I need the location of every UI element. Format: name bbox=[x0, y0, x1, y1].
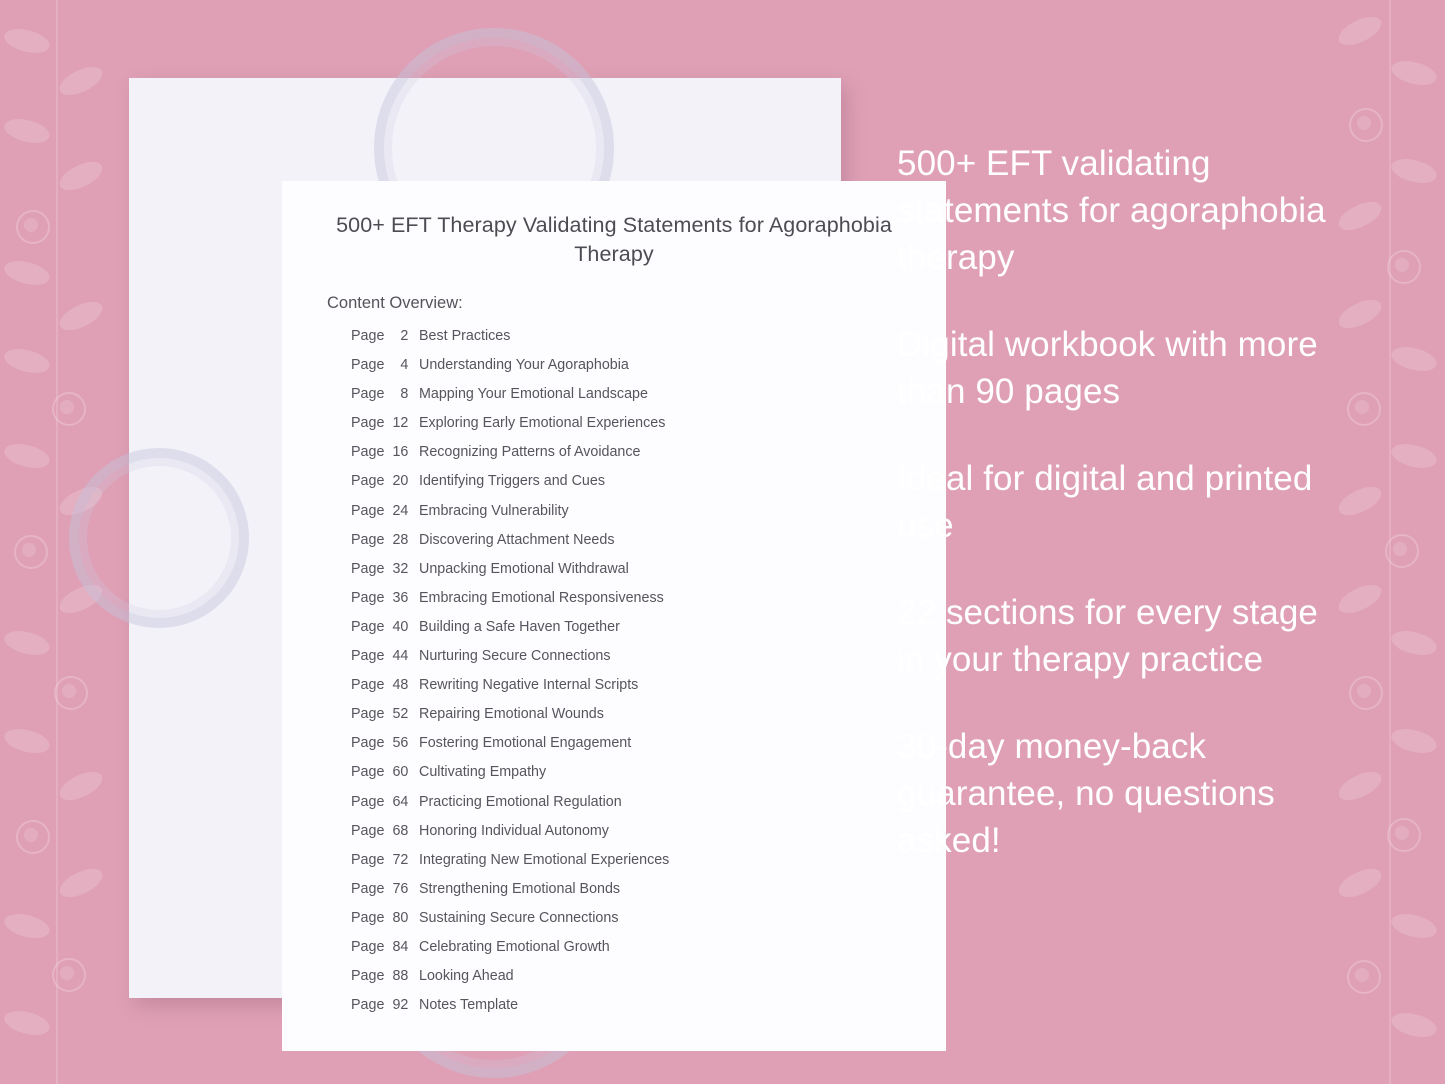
toc-page-word: Page bbox=[351, 502, 389, 519]
document-mockup bbox=[129, 78, 892, 1014]
toc-section-title: Identifying Triggers and Cues bbox=[419, 473, 605, 490]
marketing-bullet-list bbox=[897, 140, 1327, 864]
toc-section-title: Celebrating Emotional Growth bbox=[419, 938, 610, 955]
toc-section-title: Recognizing Patterns of Avoidance bbox=[419, 444, 641, 461]
toc-section-title: Practicing Emotional Regulation bbox=[419, 793, 622, 810]
toc-section-title: Discovering Attachment Needs bbox=[419, 531, 615, 548]
toc-row bbox=[351, 357, 911, 386]
toc-section-title: Best Practices bbox=[419, 328, 511, 344]
toc-page-word: Page bbox=[351, 531, 389, 548]
toc-page-number bbox=[351, 648, 413, 664]
toc-page-number bbox=[351, 852, 413, 868]
toc-page-value: 56 bbox=[392, 735, 409, 752]
toc-page-number bbox=[351, 473, 413, 489]
toc-page-number bbox=[351, 823, 413, 839]
toc-page-word: Page bbox=[351, 938, 389, 955]
leaf-icon bbox=[1389, 723, 1440, 759]
page-title: 500+ EFT Therapy Validating Statements for Agoraphobia Therapy bbox=[336, 213, 892, 266]
leaf-icon bbox=[1389, 908, 1440, 944]
toc-page-value: 28 bbox=[392, 531, 409, 548]
toc-page-word: Page bbox=[351, 851, 389, 868]
flower-icon bbox=[52, 958, 86, 992]
toc-page-word: Page bbox=[351, 560, 389, 577]
toc-page-number bbox=[351, 706, 413, 722]
toc-page-value: 80 bbox=[392, 909, 409, 926]
toc-section-title: Honoring Individual Autonomy bbox=[419, 822, 609, 839]
toc-page-word: Page bbox=[351, 386, 389, 403]
flower-icon bbox=[1347, 960, 1381, 994]
toc-page-word: Page bbox=[351, 357, 389, 374]
toc-page-value: 60 bbox=[392, 764, 409, 781]
toc-page-number bbox=[351, 881, 413, 897]
toc-page-word: Page bbox=[351, 793, 389, 810]
toc-section-title: Sustaining Secure Connections bbox=[419, 909, 619, 926]
leaf-icon bbox=[2, 908, 53, 944]
toc-page-number bbox=[351, 619, 413, 635]
flower-icon bbox=[14, 535, 48, 569]
toc-row bbox=[351, 561, 911, 590]
leaf-icon bbox=[1335, 483, 1386, 519]
leaf-icon bbox=[2, 23, 53, 59]
toc-page-number bbox=[351, 415, 413, 431]
toc-row bbox=[351, 677, 911, 706]
leaf-icon bbox=[56, 768, 107, 804]
marketing-bullet: Ideal for digital and printed use bbox=[897, 459, 1313, 545]
toc-page-number bbox=[351, 939, 413, 955]
leaf-icon bbox=[56, 158, 107, 194]
table-of-contents bbox=[351, 328, 911, 1026]
leaf-icon bbox=[56, 298, 107, 334]
leaf-icon bbox=[2, 1005, 53, 1041]
toc-section-title: Exploring Early Emotional Experiences bbox=[419, 415, 666, 432]
toc-page-number bbox=[351, 444, 413, 460]
leaf-icon bbox=[56, 63, 107, 99]
toc-page-word: Page bbox=[351, 968, 389, 985]
leaf-icon bbox=[2, 255, 53, 291]
toc-page-number bbox=[351, 503, 413, 519]
toc-row bbox=[351, 764, 911, 793]
leaf-icon bbox=[2, 438, 53, 474]
leaf-icon bbox=[1335, 581, 1386, 617]
toc-page-value: 48 bbox=[392, 677, 409, 694]
toc-page-number bbox=[351, 997, 413, 1013]
toc-page-word: Page bbox=[351, 648, 389, 665]
toc-page-word: Page bbox=[351, 880, 389, 897]
toc-page-number bbox=[351, 357, 413, 373]
toc-page-word: Page bbox=[351, 909, 389, 926]
toc-page-value: 64 bbox=[392, 793, 409, 810]
flower-icon bbox=[1347, 392, 1381, 426]
toc-page-word: Page bbox=[351, 618, 389, 635]
toc-page-number bbox=[351, 590, 413, 606]
toc-section-title: Understanding Your Agoraphobia bbox=[419, 357, 629, 374]
flower-icon bbox=[54, 676, 88, 710]
toc-section-title: Repairing Emotional Wounds bbox=[419, 706, 604, 723]
toc-row bbox=[351, 415, 911, 444]
toc-row bbox=[351, 852, 911, 881]
toc-row bbox=[351, 444, 911, 473]
toc-row bbox=[351, 823, 911, 852]
toc-row bbox=[351, 706, 911, 735]
toc-section-title: Notes Template bbox=[419, 997, 519, 1014]
leaf-icon bbox=[1335, 198, 1386, 234]
toc-page-value: 72 bbox=[392, 851, 409, 868]
floral-border-right bbox=[1333, 0, 1445, 1084]
flower-icon bbox=[1349, 108, 1383, 142]
toc-section-title: Embracing Vulnerability bbox=[419, 502, 569, 519]
stem-line bbox=[56, 0, 58, 1084]
toc-page-value: 16 bbox=[392, 444, 409, 461]
toc-row bbox=[351, 532, 911, 561]
toc-page-number bbox=[351, 794, 413, 810]
flower-icon bbox=[16, 820, 50, 854]
toc-section-title: Nurturing Secure Connections bbox=[419, 648, 611, 665]
toc-section-title: Rewriting Negative Internal Scripts bbox=[419, 677, 639, 694]
toc-row bbox=[351, 735, 911, 764]
marketing-bullet: 22 sections for every stage in your therapy practice bbox=[897, 593, 1318, 679]
toc-page-value: 44 bbox=[392, 648, 409, 665]
flower-icon bbox=[1349, 676, 1383, 710]
toc-row bbox=[351, 997, 911, 1026]
toc-page-word: Page bbox=[351, 764, 389, 781]
toc-page-word: Page bbox=[351, 589, 389, 606]
toc-row bbox=[351, 939, 911, 968]
marketing-bullet: Digital workbook with more than 90 pages bbox=[897, 325, 1318, 411]
toc-section-title: Building a Safe Haven Together bbox=[419, 618, 620, 635]
leaf-icon bbox=[1335, 865, 1386, 901]
leaf-icon bbox=[1389, 55, 1440, 91]
flower-icon bbox=[1387, 250, 1421, 284]
toc-page-number bbox=[351, 968, 413, 984]
toc-section-title: Integrating New Emotional Experiences bbox=[419, 851, 670, 868]
toc-page-value: 12 bbox=[392, 415, 409, 432]
toc-page-word: Page bbox=[351, 706, 389, 723]
flower-icon bbox=[1385, 534, 1419, 568]
leaf-icon bbox=[2, 723, 53, 759]
toc-section-title: Looking Ahead bbox=[419, 968, 514, 985]
toc-page-value: 2 bbox=[400, 328, 409, 344]
toc-row bbox=[351, 881, 911, 910]
toc-row bbox=[351, 968, 911, 997]
leaf-icon bbox=[1389, 625, 1440, 661]
toc-section-title: Embracing Emotional Responsiveness bbox=[419, 589, 664, 606]
marketing-bullet: 500+ EFT validating statements for agoraphobia therapy bbox=[897, 144, 1326, 277]
toc-page-value: 52 bbox=[392, 706, 409, 723]
toc-page-value: 36 bbox=[392, 589, 409, 606]
leaf-icon bbox=[1389, 341, 1440, 377]
toc-page-number bbox=[351, 532, 413, 548]
toc-page-value: 92 bbox=[392, 997, 409, 1014]
toc-page-value: 4 bbox=[400, 357, 409, 374]
toc-page-value: 24 bbox=[392, 502, 409, 519]
leaf-icon bbox=[1389, 153, 1440, 189]
toc-page-value: 32 bbox=[392, 560, 409, 577]
toc-row bbox=[351, 910, 911, 939]
toc-page-value: 20 bbox=[392, 473, 409, 490]
toc-row bbox=[351, 590, 911, 619]
toc-page-word: Page bbox=[351, 415, 389, 432]
toc-page-word: Page bbox=[351, 735, 389, 752]
toc-page-value: 40 bbox=[392, 618, 409, 635]
toc-section-title: Mapping Your Emotional Landscape bbox=[419, 386, 648, 403]
toc-page-value: 88 bbox=[392, 968, 409, 985]
leaf-icon bbox=[2, 113, 53, 149]
toc-section-title: Unpacking Emotional Withdrawal bbox=[419, 560, 629, 577]
toc-page-value: 84 bbox=[392, 938, 409, 955]
document-page bbox=[282, 181, 946, 1051]
toc-page-number bbox=[351, 386, 413, 402]
toc-page-value: 8 bbox=[400, 386, 409, 403]
leaf-icon bbox=[1389, 1007, 1440, 1043]
flower-icon bbox=[52, 392, 86, 426]
toc-page-word: Page bbox=[351, 473, 389, 490]
toc-page-word: Page bbox=[351, 677, 389, 694]
toc-row bbox=[351, 386, 911, 415]
toc-page-number bbox=[351, 677, 413, 693]
leaf-icon bbox=[1335, 296, 1386, 332]
toc-row bbox=[351, 648, 911, 677]
leaf-icon bbox=[1335, 768, 1386, 804]
toc-page-number bbox=[351, 764, 413, 780]
toc-page-word: Page bbox=[351, 328, 389, 344]
toc-page-word: Page bbox=[351, 444, 389, 461]
toc-section-title: Fostering Emotional Engagement bbox=[419, 735, 632, 752]
toc-page-number bbox=[351, 561, 413, 577]
leaf-icon bbox=[2, 625, 53, 661]
toc-section-title: Cultivating Empathy bbox=[419, 764, 547, 781]
leaf-icon bbox=[1389, 438, 1440, 474]
toc-row bbox=[351, 503, 911, 532]
toc-page-word: Page bbox=[351, 822, 389, 839]
toc-page-word: Page bbox=[351, 997, 389, 1014]
content-overview-label: Content Overview: bbox=[327, 294, 463, 312]
leaf-icon bbox=[1335, 13, 1386, 49]
toc-page-value: 76 bbox=[392, 880, 409, 897]
toc-page-number bbox=[351, 735, 413, 751]
toc-section-title: Strengthening Emotional Bonds bbox=[419, 880, 621, 897]
flower-icon bbox=[16, 210, 50, 244]
toc-row bbox=[351, 619, 911, 648]
toc-row bbox=[351, 328, 911, 357]
toc-row bbox=[351, 794, 911, 823]
toc-page-value: 68 bbox=[392, 822, 409, 839]
mandala-ornament-side bbox=[69, 448, 249, 628]
toc-page-number bbox=[351, 328, 413, 344]
flower-icon bbox=[1387, 818, 1421, 852]
toc-row bbox=[351, 473, 911, 502]
leaf-icon bbox=[2, 343, 53, 379]
marketing-bullet: 30-day money-back guarantee, no questions asked! bbox=[897, 727, 1275, 860]
leaf-icon bbox=[56, 865, 107, 901]
toc-page-number bbox=[351, 910, 413, 926]
